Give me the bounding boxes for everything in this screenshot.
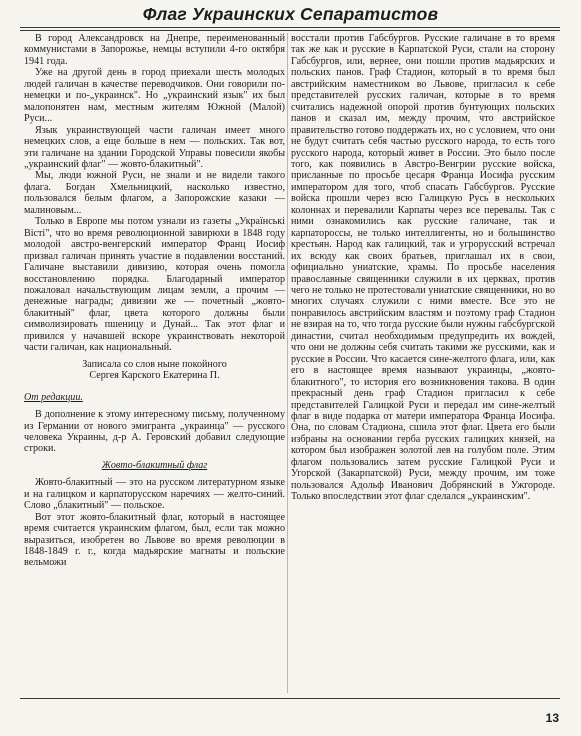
title-rule-bottom <box>20 30 560 31</box>
article-title: Флаг Украинских Сепаратистов <box>142 4 439 24</box>
footer-rule <box>20 698 560 699</box>
editorial-paragraph: В дополнение к этому интересному письму, полученному из Германии от нового эмигранта „украинца" — русского человека Украины, д-р А. Геровский добавил следующие строки. <box>24 409 285 455</box>
left-column <box>24 33 285 693</box>
paragraph: Уже на другой день в город приехали шесть молодых людей галичан в качестве переводчиков. Они говорили по-немецки и по-„украинск". Но „украинский язык" их был малопонятен нам, местным жителям Южной (Малой) Руси... <box>24 67 285 125</box>
paragraph: Жовто-блакитный — это на русском литературном языке и на галицком и карпаторусском наречиях — желто-синий. Слово „блакитный" — польское. <box>24 477 285 512</box>
paragraph: В город Александровск на Днепре, переименованный коммунистами в Запорожье, немцы вступили 4-го октября 1941 года. <box>24 33 285 67</box>
paragraph: Мы, люди южной Руси, не знали и не видели такого флага. Богдан Хмельницкий, насколько известно, пользовался белым флагом, а Запорожские казаки — малиновым... <box>24 170 285 216</box>
page-number: 13 <box>545 711 559 725</box>
paragraph: Только в Европе мы потом узнали из газеты „Українські Вісті", что во время революционной завирюхи в 1848 году молодой австро-венгерский император Франц Иосиф призвал галичан принять участие в подавлении восстаний. Галичане выставили дивизию, которая очень помогла восстановлению порядка. Благодарный император пожаловал начальствующим лицам земли, а прочим — денежные награды; дивизии же — почетный „жовто-блакитный" флаг, цвета которого должны были символизировать пшеницу и Дунай... Так этот флаг и привился у начавшей вскоре украинствовать некоторой части галичан, как национальный. <box>24 216 285 354</box>
section-subheading: Жовто-блакитный флаг <box>101 459 208 471</box>
editorial-heading: От редакции. <box>24 391 83 403</box>
signature-line: Записала со слов ныне покойного <box>82 358 227 370</box>
title-rule-top <box>20 27 560 28</box>
right-column <box>291 33 555 693</box>
column-divider <box>287 33 288 693</box>
signature-author: Сергея Карского Екатерина П. <box>89 370 220 382</box>
paragraph: Язык украинствующей части галичан имеет много немецких слов, а еще больше в нем — польских. Так вот, эти галичане на здании Городской Управы повесили якобы „украинский флаг" — жовто-блакитный". <box>24 124 285 170</box>
paragraph: восстали против Габсбургов. Русские галичане в то время так же как и русские в Карпатской Руси, стали на сторону Габсбургов, или, вернее, они пошли против мадьярских и польских панов. Граф Стадион, который в то время был австрийским наместником во Львове, пригласил к себе представителей русских галичан, которые в то время считались надежной опорой против бунтующих польских панов и сказал им, между прочим, что австрийское правительство готово поддержать их, но с условием, что они не будут считать себя частью русского народа, то есть того русского народа, который живет в России. Это было после того, как появились в Австро-Венгрии русские войска, присланные по просьбе цесаря Франца Иосифа русским императором для того, чтоб спасать Габсбургов. Русские войска прошли через всю Галицкую Русь в нескольких колоннах и перевалили Карпаты через все перевалы. Так с ними ознакомились как русские галичане, так и карпатороссы, не только интеллигенты, но и большинство крестьян. Народ как галицкий, так и угрорусский встречал их всюду как своих братьев, приглашал их в свои, официально униатские, храмы. По просьбе населения православные священники служили в их церквах, против чего не только не протестовали униатские священники, но во многих случаях служили с ними вместе. Все это не понравилось австрийским властям и поэтому граф Стадион не взирая на то, что тогда русские были нужны габсбургской династии, считал необходимым предупредить их вождей, что они не должны себя считать такими же русскими, как и русские в России. Что касается сине-желтого флага, или, как его в настоящее время называют украинцы, „жовто-блакитного", то история его возникновения такова. В один прекрасный день граф Стадион пригласил к себе представителей Галицкой Руси и передал им сине-желтый флаг в виде подарка от матери императора Франца Иосифа. Она, по словам Стадиона, сшила этот флаг. Цвета его были избраны на основании герба русских галицких князей, на котором был изображен золотой лев на голубом поле. Этим флагом пользовались затем русские Галицкой Руси и Угорской (Закарпатской) Руси, между прочим, им тоже пользовался Адольф Иванович Добрянский в Ужгороде. Только впоследствии этот флаг сделался „украинским". <box>291 33 555 503</box>
paragraph: Вот этот жовто-блакитный флаг, который в настоящее время считается украинским флагом, был, если так можно выразиться, изобретен во Львове во время революции в 1848-1849 г. г., когда мадьярские магнаты и польские вельможи <box>24 511 285 569</box>
